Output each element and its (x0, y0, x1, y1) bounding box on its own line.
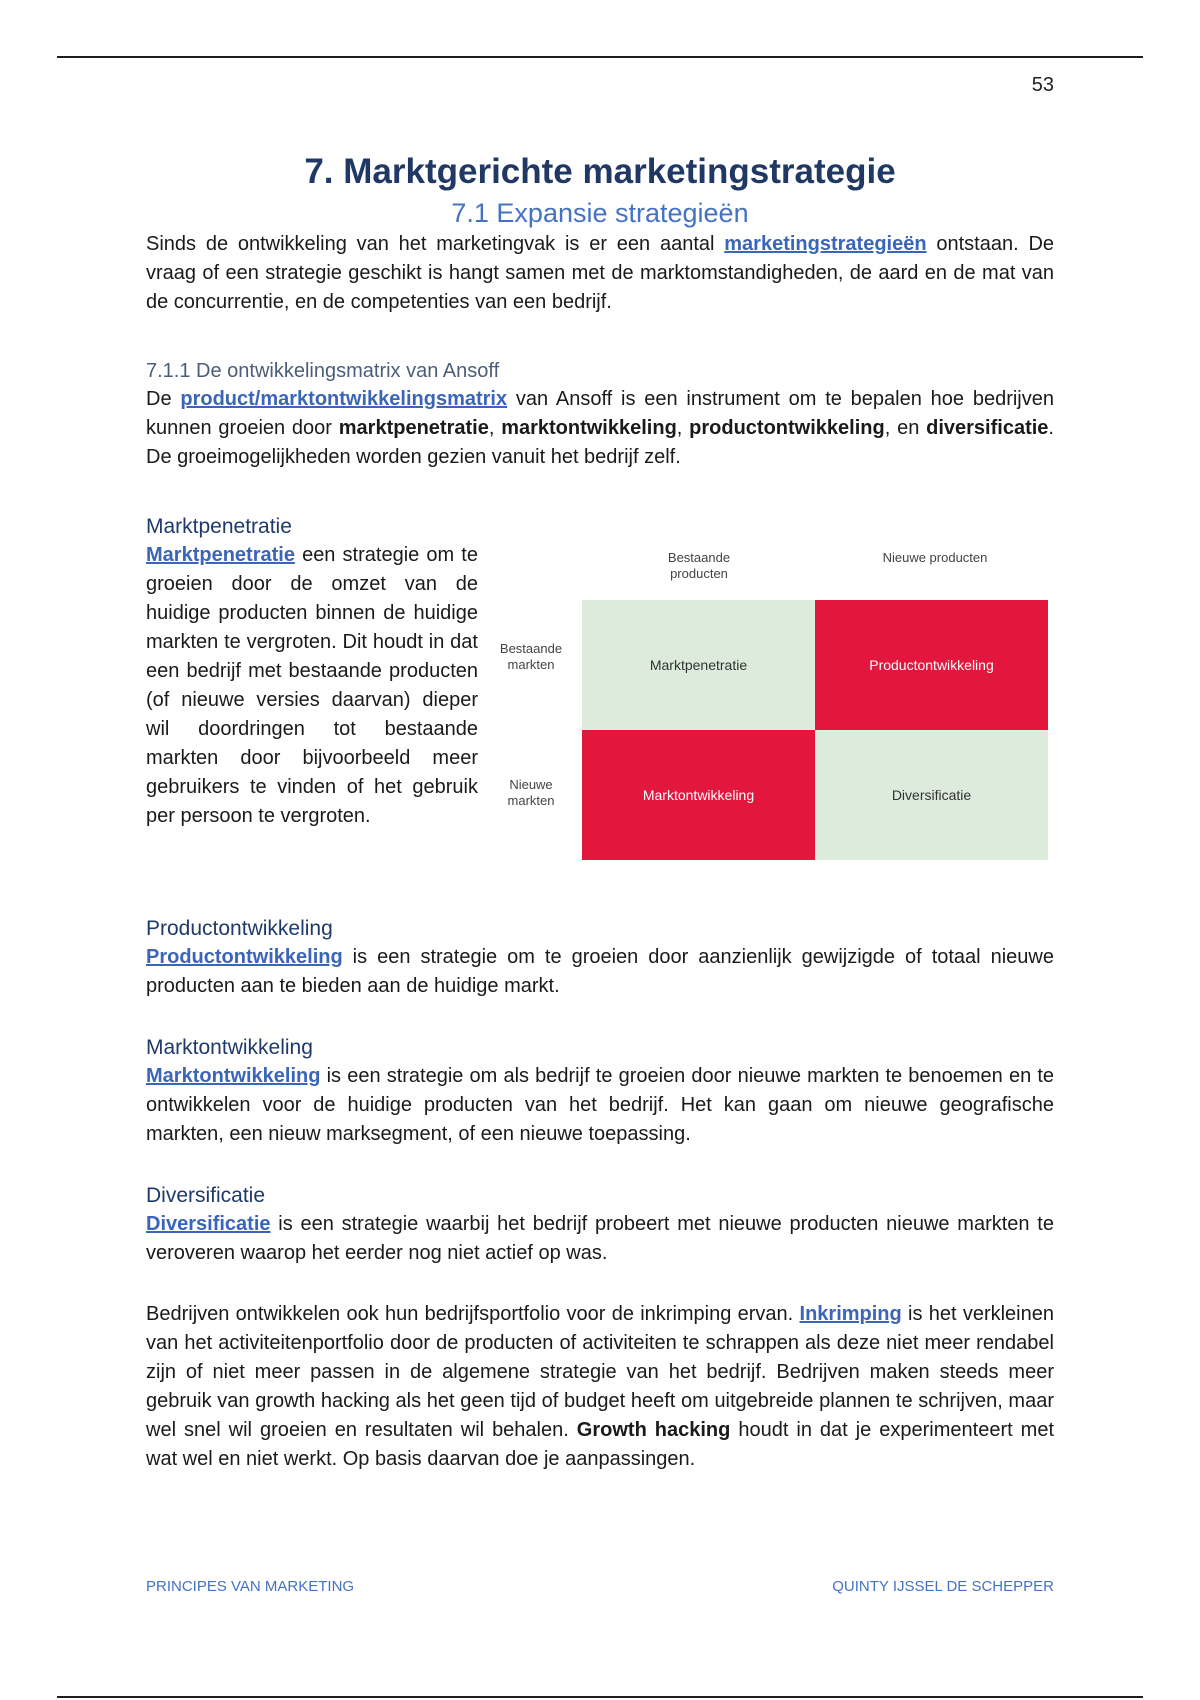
bottom-rule (57, 1696, 1143, 1698)
diversificatie-paragraph (146, 1210, 1054, 1268)
ansoff-text: van Ansoff is een instrument om te bepalen hoe bedrijven kunnen groeien door (146, 388, 1055, 439)
footer-left: PRINCIPES VAN MARKETING (146, 1578, 355, 1595)
ansoff-matrix (496, 512, 1052, 882)
cell-marktpenetratie: Marktpenetratie (582, 600, 815, 730)
intro-text-end: ontstaan. De vraag of een strategie geschikt is hangt samen met de marktomstandigheden, de aard en de mat van de concurrentie, en de competenties van een bedrijf. (146, 233, 1055, 313)
closing-paragraph (146, 1300, 1054, 1474)
closing-text-end: houdt in dat je experimenteert met wat wel en niet werkt. Op basis daarvan doe je aanpassingen. (146, 1419, 1055, 1470)
spacer (146, 1149, 1054, 1181)
page-content (146, 148, 1054, 1474)
cell-diversificatie: Diversificatie (815, 730, 1048, 860)
subsection-title: 7.1.1 De ontwikkelingsmatrix van Ansoff (146, 360, 500, 382)
link-diversificatie[interactable]: Diversificatie (146, 1213, 271, 1235)
bold-term-growth-hacking: Growth hacking (576, 1419, 731, 1441)
link-productontwikkeling[interactable]: Productontwikkeling (146, 946, 343, 968)
row-header-bestaande-markten: Bestaande markten (499, 641, 563, 672)
heading-productontwikkeling: Productontwikkeling (146, 917, 333, 940)
heading-marktpenetratie: Marktpenetratie (146, 515, 292, 538)
row-header-nieuwe-markten: Nieuwe markten (507, 777, 555, 808)
bold-term: marktpenetratie (338, 417, 489, 439)
intro-paragraph (146, 230, 1054, 317)
link-product-marktontwikkelingsmatrix[interactable]: product/marktontwikkelingsmatrix (180, 388, 508, 410)
ansoff-text: De (146, 388, 181, 410)
marktontwikkeling-text: is een strategie om als bedrijf te groeien door nieuwe markten te benoemen en te ontwikkelen voor de huidige producten van het bedrijf. Het kan gaan om nieuwe geografische markten, een nieuw marksegment, of een nieuwe toepassing. (146, 1065, 1054, 1145)
marktpenetratie-text: een strategie om te groeien door de omzet van de huidige producten binnen de huidige markten te vergroten. Dit houdt in dat een bedrijf met bestaande producten (of nieuwe versies daarvan) dieper wil doordringen tot bestaande markten door bijvoorbeeld meer gebruikers te vinden of het gebruik per persoon te vergroten. (146, 544, 478, 827)
cell-marktontwikkeling: Marktontwikkeling (582, 730, 815, 860)
cell-productontwikkeling: Productontwikkeling (815, 600, 1048, 730)
link-marktontwikkeling[interactable]: Marktontwikkeling (146, 1065, 321, 1087)
footer-right: QUINTY IJSSEL DE SCHEPPER (832, 1578, 1054, 1595)
top-rule (57, 56, 1143, 58)
chapter-title: 7. Marktgerichte marketingstrategie (304, 152, 896, 191)
col-header-bestaande-producten: Bestaande producten (667, 550, 731, 581)
marktpenetratie-paragraph (146, 541, 478, 831)
closing-text: is het verkleinen van het activiteitenportfolio door de producten of activiteiten te schrappen als deze niet meer rendabel zijn of niet meer passen in de algemene strategie van het bedrijf. Bedrijven maken steeds meer gebruik van growth hacking als het geen tijd of budget heeft om uitgebreide plannen te schrijven, maar wel snel wil groeien en resultaten wil behalen. (146, 1303, 1054, 1441)
separator: , (676, 417, 690, 439)
heading-marktontwikkeling: Marktontwikkeling (146, 1036, 313, 1059)
ansoff-paragraph (146, 385, 1054, 472)
col-header-nieuwe-producten: Nieuwe producten (882, 550, 988, 565)
spacer (146, 1001, 1054, 1033)
productontwikkeling-text: is een strategie om te groeien door aanzienlijk gewijzigde of totaal nieuwe producten aan te bieden aan de huidige markt. (146, 946, 1054, 997)
link-marketingstrategieen[interactable]: marketingstrategieën (724, 233, 927, 255)
bold-term: marktontwikkeling (501, 417, 677, 439)
page-number: 53 (1031, 74, 1054, 96)
bold-term: productontwikkeling (689, 417, 885, 439)
link-inkrimping[interactable]: Inkrimping (799, 1303, 902, 1325)
spacer (146, 472, 1054, 512)
bold-term: diversificatie (926, 417, 1049, 439)
marktpenetratie-section (146, 512, 1054, 882)
diversificatie-text: is een strategie waarbij het bedrijf probeert met nieuwe producten nieuwe markten te veroveren waarop het eerder nog niet actief op was. (146, 1213, 1054, 1264)
spacer (146, 1268, 1054, 1300)
marktpenetratie-text-block (146, 512, 478, 831)
separator: , en (884, 417, 927, 439)
closing-text: Bedrijven ontwikkelen ook hun bedrijfsportfolio voor de inkrimping ervan. (146, 1303, 800, 1325)
productontwikkeling-paragraph (146, 943, 1054, 1001)
section-title: 7.1 Expansie strategieën (451, 198, 749, 228)
ansoff-text-end: . De groeimogelijkheden worden gezien vanuit het bedrijf zelf. (146, 417, 1054, 468)
link-marktpenetratie[interactable]: Marktpenetratie (146, 544, 295, 566)
spacer (146, 317, 1054, 357)
spacer (146, 882, 1054, 914)
intro-text: Sinds de ontwikkeling van het marketingvak is er een aantal (146, 233, 725, 255)
separator: , (488, 417, 502, 439)
marktontwikkeling-paragraph (146, 1062, 1054, 1149)
heading-diversificatie: Diversificatie (146, 1184, 266, 1207)
